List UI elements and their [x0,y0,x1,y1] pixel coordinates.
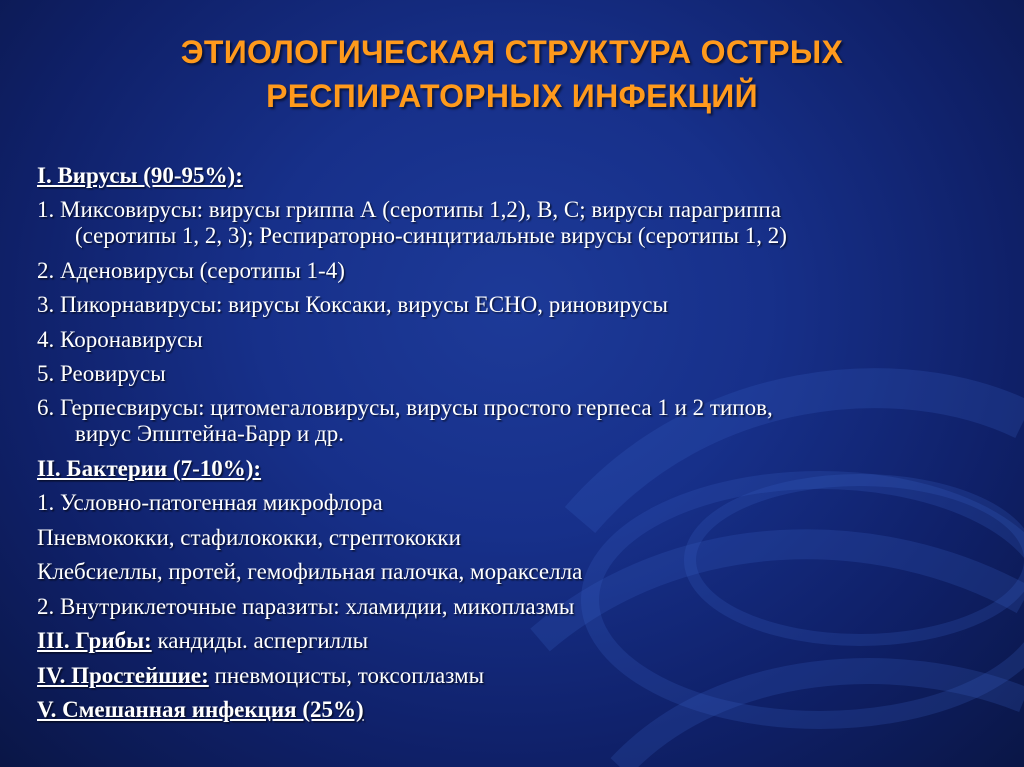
list-item-line-1: 1. Миксовирусы: вирусы гриппа А (серотипы 1,2), В, С; вирусы парагриппа [37,196,781,222]
bacteria-heading: II. Бактерии (7-10%): [37,455,262,481]
section-mixed-infection [37,693,997,728]
title-line-1: ЭТИОЛОГИЧЕСКАЯ СТРУКТУРА ОСТРЫХ [180,34,844,70]
list-item-reoviruses: 5. Реовирусы [37,361,166,386]
fungi-heading: III. Грибы: [37,628,152,653]
list-item-coronaviruses: 4. Коронавирусы [37,326,203,352]
fungi-text: кандиды. аспергиллы [151,628,369,653]
title-line-2: РЕСПИРАТОРНЫХ ИНФЕКЦИЙ [266,78,758,114]
list-item-opportunistic-flora: 1. Условно-патогенная микрофлора [37,490,383,515]
list-item-klebsiella: Клебсиеллы, протей, гемофильная палочка, моракселла [37,559,583,584]
section-heading-bacteria [37,452,997,487]
list-item-cocci: Пневмококки, стафилококки, стрептококки [37,524,461,550]
mixed-infection-heading: V. Смешанная инфекция (25%) [37,697,364,722]
list-item-picornaviruses: 3. Пикорнавирусы: вирусы Коксаки, вирусы ЕСНО, риновирусы [37,292,668,317]
slide-content [37,159,997,728]
list-item-line-1: 6. Герпесвирусы: цитомегаловирусы, вирусы простого герпеса 1 и 2 типов, [37,394,773,420]
list-item-adenoviruses: 2. Аденовирусы (серотипы 1-4) [37,257,345,283]
slide-title [0,30,1024,118]
section-fungi [37,624,997,659]
list-item-myxoviruses [37,194,997,252]
protozoa-text: пневмоцисты, токсоплазмы [208,662,485,688]
list-item-line-2: вирус Эпштейна-Барр и др. [75,420,344,446]
viruses-heading: I. Вирусы (90-95%): [37,163,243,188]
list-item-line-2: (серотипы 1, 2, 3); Респираторно-синцитиальные вирусы (серотипы 1, 2) [75,222,787,248]
section-protozoa [37,659,997,694]
section-heading-viruses [37,159,997,194]
list-item-intracellular-parasites: 2. Внутриклеточные паразиты: хламидии, микоплазмы [37,593,575,619]
list-item-herpesviruses [37,392,997,450]
protozoa-heading: IV. Простейшие: [37,662,209,688]
